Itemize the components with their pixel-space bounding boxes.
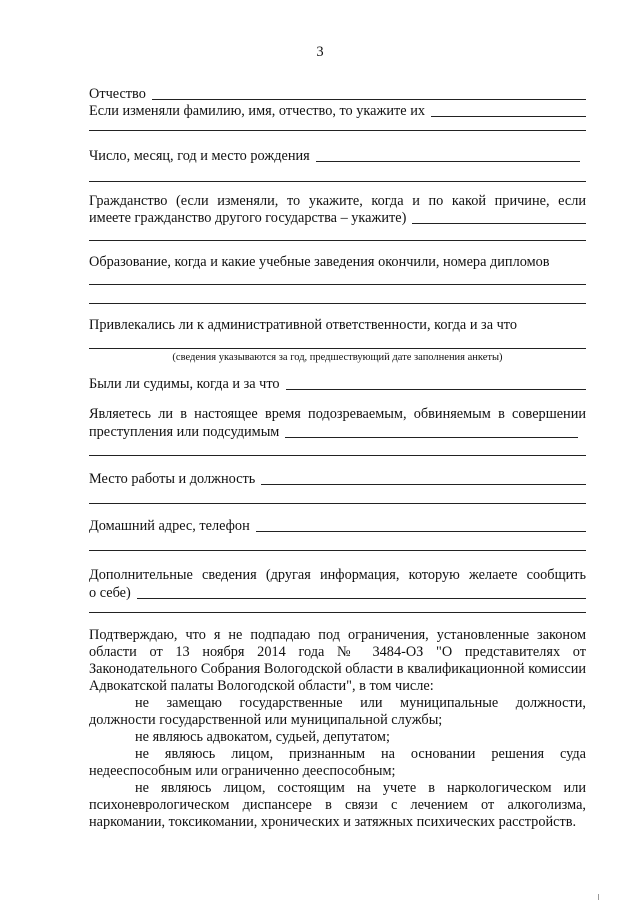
additional-field [89, 585, 586, 602]
birth-extra-line[interactable] [89, 181, 586, 182]
citizenship-label-line2: имеете гражданство другого государства – укажите) [89, 210, 407, 226]
declaration-intro: Подтверждаю, что я не подпадаю под ограничения, установленные законом области от 13 ноября 2014 года № 3484-ОЗ "О представителях от Законодательного Собрания Вологодской области в квалификационной комиссии Адвокатской палаты Вологодской области", в том числе: [89, 627, 586, 694]
citizenship-extra-line[interactable] [89, 240, 586, 241]
birth-input-line[interactable] [316, 161, 580, 162]
education-input-line-1[interactable] [89, 284, 586, 285]
additional-extra-line[interactable] [89, 612, 586, 613]
workplace-extra-line[interactable] [89, 503, 586, 504]
address-input-line[interactable] [256, 531, 586, 532]
declaration-item: не являюсь лицом, признанным на основании решения суда недееспособным или ограниченно дееспособным; [89, 746, 586, 779]
birth-label: Число, месяц, год и место рождения [89, 148, 310, 164]
convictions-field [89, 376, 586, 393]
suspect-label-line2: преступления или подсудимым [89, 424, 280, 440]
patronymic-field [89, 86, 586, 103]
name-change-field [89, 103, 586, 120]
admin-liability-label: Привлекались ли к административной ответственности, когда и за что [89, 317, 518, 333]
address-field [89, 518, 586, 535]
name-change-input-line[interactable] [431, 116, 586, 117]
patronymic-label: Отчество [89, 86, 146, 102]
workplace-label: Место работы и должность [89, 471, 256, 487]
address-extra-line[interactable] [89, 550, 586, 551]
scan-mark [598, 894, 599, 900]
declaration-item: не замещаю государственные или муниципальные должности, должности государственной или муниципальной службы; [89, 695, 586, 728]
citizenship-label-line1: Гражданство (если изменяли, то укажите, когда и по какой причине, если [89, 193, 586, 209]
declaration-item: не являюсь адвокатом, судьей, депутатом; [135, 729, 390, 745]
citizenship-field [89, 210, 586, 227]
name-change-label: Если изменяли фамилию, имя, отчество, то укажите их [89, 103, 426, 119]
page-number: 3 [316, 44, 324, 60]
additional-input-line[interactable] [137, 598, 586, 599]
birth-field [89, 148, 580, 165]
workplace-input-line[interactable] [261, 484, 586, 485]
additional-label-line2: о себе) [89, 585, 131, 601]
name-change-extra-line[interactable] [89, 130, 586, 131]
convictions-label: Были ли судимы, когда и за что [89, 376, 280, 392]
address-label: Домашний адрес, телефон [89, 518, 250, 534]
suspect-input-line[interactable] [285, 437, 578, 438]
education-label: Образование, когда и какие учебные заведения окончили, номера дипломов [89, 254, 550, 270]
workplace-field [89, 471, 586, 488]
convictions-input-line[interactable] [286, 389, 586, 390]
patronymic-input-line[interactable] [152, 99, 586, 100]
education-input-line-2[interactable] [89, 303, 586, 304]
declaration [89, 627, 586, 831]
citizenship-input-line[interactable] [412, 223, 586, 224]
admin-liability-note: (сведения указываются за год, предшествующий дате заполнения анкеты) [172, 352, 503, 363]
declaration-item: не являюсь лицом, состоящим на учете в наркологическом или психоневрологическом диспансере в связи с лечением от алкоголизма, наркомании, токсикомании, хронических и затяжных психических расстройств. [89, 780, 586, 830]
additional-label-line1: Дополнительные сведения (другая информация, которую желаете сообщить [89, 567, 586, 583]
admin-liability-input-line[interactable] [89, 348, 586, 349]
suspect-label-line1: Являетесь ли в настоящее время подозреваемым, обвиняемым в совершении [89, 406, 586, 422]
suspect-extra-line[interactable] [89, 455, 586, 456]
suspect-field [89, 424, 578, 441]
